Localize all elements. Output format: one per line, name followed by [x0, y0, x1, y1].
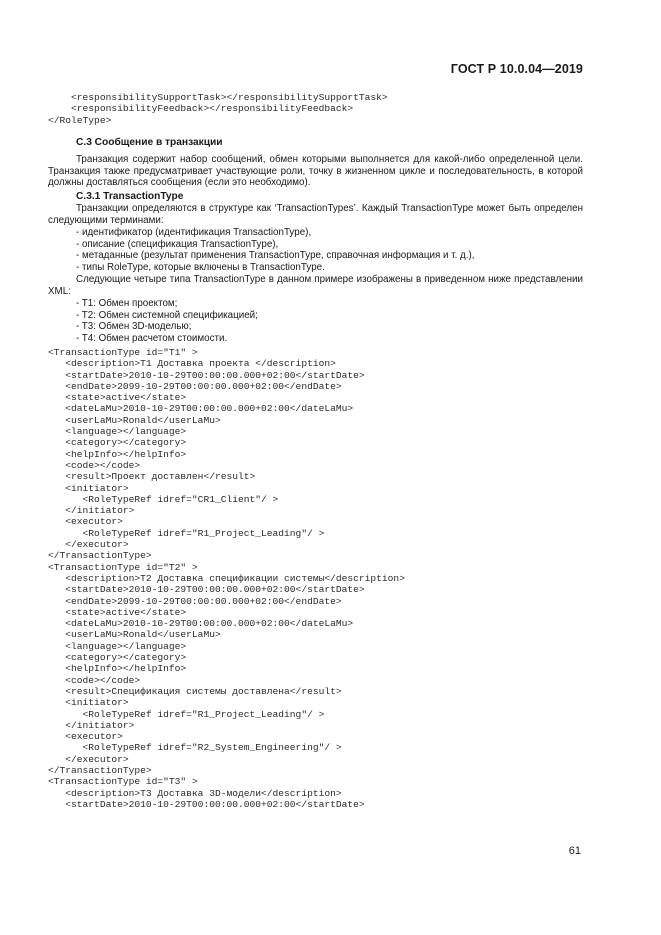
code-block-top — [48, 92, 388, 126]
code-line: <startDate>2010-10-29T00:00:00.000+02:00</startDate> — [48, 798, 365, 810]
code-line: <TransactionType id="T3" > — [48, 776, 198, 788]
terms-list — [76, 227, 586, 274]
code-line: <executor> — [48, 731, 123, 743]
code-line: <RoleTypeRef idref="R2_System_Engineering"/ > — [48, 742, 342, 754]
list-item: - T3: Обмен 3D-моделью; — [76, 321, 192, 333]
code-line: </executor> — [48, 753, 129, 765]
code-line: <startDate>2010-10-29T00:00:00.000+02:00</startDate> — [48, 369, 365, 381]
code-line: <endDate>2099-10-29T00:00:00.000+02:00</endDate> — [48, 595, 342, 607]
code-line: <responsibilitySupportTask></responsibilitySupportTask> — [48, 92, 388, 103]
section-heading: C.3 Сообщение в транзакции — [76, 137, 223, 148]
list-item: - типы RoleType, которые включены в TransactionType. — [76, 262, 325, 274]
page-number: 61 — [568, 845, 581, 857]
examples-intro: Следующие четыре типа TransactionType в данном примере изображены в приведенном ниже представлении XML: — [48, 274, 583, 297]
code-line: <code></code> — [48, 459, 141, 471]
code-line: <helpInfo></helpInfo> — [48, 663, 187, 675]
code-line: <description>T3 Доставка 3D-модели</description> — [48, 787, 342, 799]
code-line: <result>Спецификация системы доставлена</result> — [48, 685, 342, 697]
examples-list — [76, 298, 586, 345]
code-line: <description>T1 Доставка проекта </description> — [48, 358, 336, 370]
list-item: - T2: Обмен системной спецификацией; — [76, 309, 258, 321]
list-item: - T1: Обмен проектом; — [76, 298, 178, 309]
list-item: - метаданные (результат применения TransactionType, справочная информация и т. д.), — [76, 250, 475, 262]
code-line: <RoleTypeRef idref="R1_Project_Leading"/ > — [48, 708, 325, 720]
code-line: </TransactionType> — [48, 764, 152, 776]
code-line: <description>T2 Доставка спецификации системы</description> — [48, 572, 405, 584]
list-item: - T4: Обмен расчетом стоимости. — [76, 333, 228, 345]
subsection-heading: C.3.1 TransactionType — [76, 191, 184, 202]
code-line: <responsibilityFeedback></responsibilityFeedback> — [48, 103, 354, 115]
code-line: <code></code> — [48, 674, 141, 686]
code-line: <initiator> — [48, 697, 129, 709]
code-line: <userLaMu>Ronald</userLaMu> — [48, 414, 221, 426]
code-line: <initiator> — [48, 482, 129, 494]
code-line: <executor> — [48, 516, 123, 528]
code-line: </executor> — [48, 539, 129, 551]
code-block-main — [48, 347, 405, 810]
code-line: </TransactionType> — [48, 550, 152, 562]
code-line: </initiator> — [48, 505, 135, 517]
code-line: <RoleTypeRef idref="R1_Project_Leading"/ > — [48, 527, 325, 539]
list-item: - описание (спецификация TransactionType), — [76, 238, 279, 250]
code-line: <TransactionType id="T1" > — [48, 347, 198, 358]
code-line: <state>active</state> — [48, 606, 187, 618]
code-line: </initiator> — [48, 719, 135, 731]
code-line: </RoleType> — [48, 114, 112, 126]
subsection-intro: Транзакции определяются в структуре как ‘TransactionTypes’. Каждый TransactionType может быть определен следующими терминами: — [48, 203, 583, 226]
document-header: ГОСТ Р 10.0.04—2019 — [450, 62, 583, 76]
code-line: <state>active</state> — [48, 392, 187, 404]
code-line: <category></category> — [48, 652, 187, 664]
code-line: <category></category> — [48, 437, 187, 449]
code-line: <endDate>2099-10-29T00:00:00.000+02:00</endDate> — [48, 380, 342, 392]
section-paragraph: Транзакция содержит набор сообщений, обмен которыми выполняется для какой-либо определенной цели. Транзакция также предусматривает участвующие роли, точку в жизненном цикле и последовательность, в которой должны доставляться сообщения (если это необходимо). — [48, 154, 583, 189]
code-line: <dateLaMu>2010-10-29T00:00:00.000+02:00</dateLaMu> — [48, 618, 354, 630]
list-item: - идентификатор (идентификация TransactionType), — [76, 227, 312, 238]
code-line: <RoleTypeRef idref="CR1_Client"/ > — [48, 493, 279, 505]
code-line: <result>Проект доставлен</result> — [48, 471, 256, 483]
code-line: <dateLaMu>2010-10-29T00:00:00.000+02:00</dateLaMu> — [48, 403, 354, 415]
code-line: <userLaMu>Ronald</userLaMu> — [48, 629, 221, 641]
code-line: <startDate>2010-10-29T00:00:00.000+02:00</startDate> — [48, 584, 365, 596]
code-line: <TransactionType id="T2" > — [48, 561, 198, 573]
code-line: <helpInfo></helpInfo> — [48, 448, 187, 460]
code-line: <language></language> — [48, 640, 187, 652]
code-line: <language></language> — [48, 426, 187, 438]
